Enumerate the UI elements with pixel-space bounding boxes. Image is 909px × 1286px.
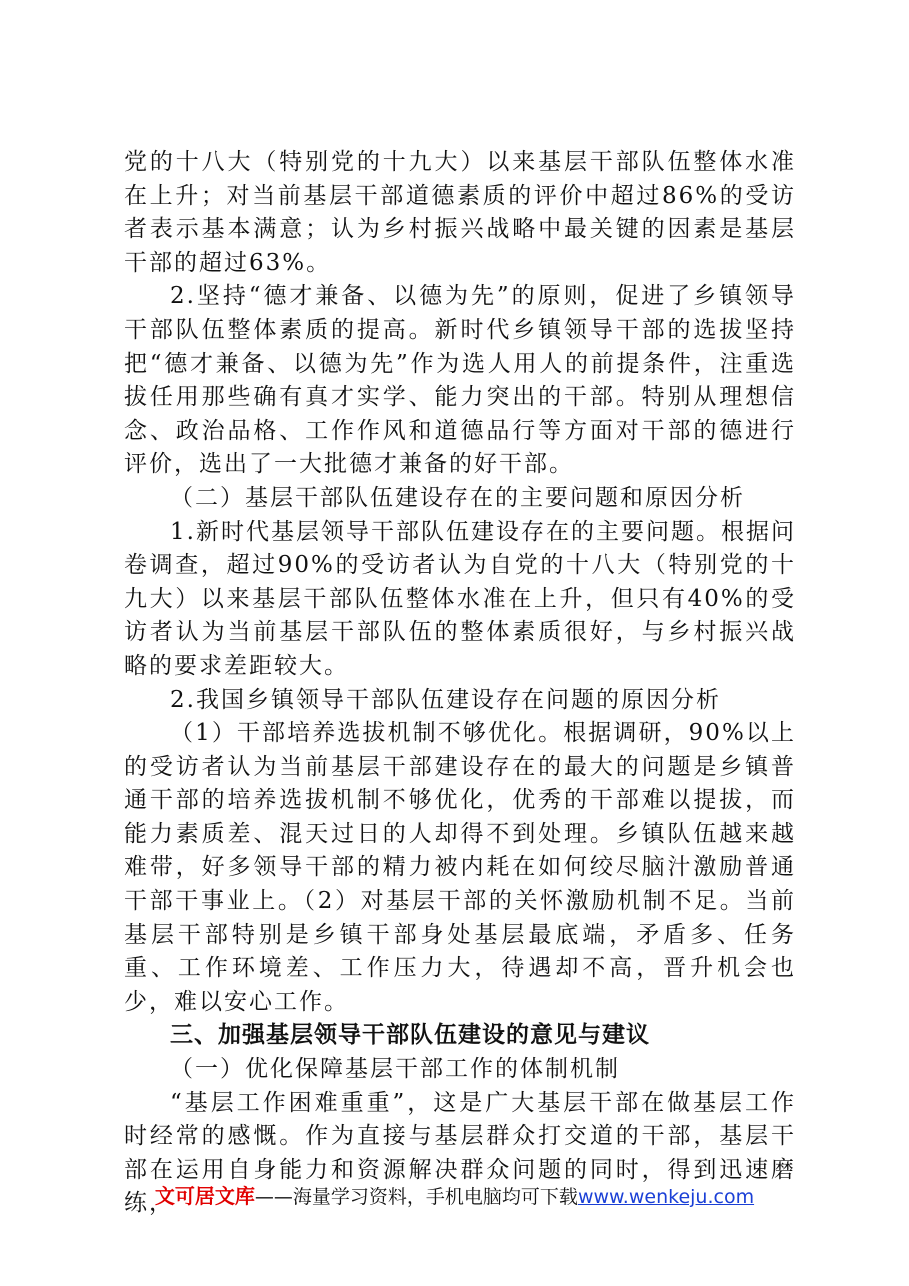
section-heading: （一）优化保障基层干部工作的体制机制: [170, 1056, 620, 1083]
paragraph: 2.坚持“德才兼备、以德为先”的原则，促进了乡镇领导干部队伍整体素质的提高。新时代乡镇领导干部的选拔坚持把“德才兼备、以德为先”作为选人用人的前提条件，注重选拔任用那些确有真才实学、能力突出的干部。特别从理想信念、政治品格、工作作风和道德品行等方面对干部的德进行评价，选出了一大批德才兼备的好干部。: [124, 283, 796, 478]
chapter-heading: 三、加强基层领导干部队伍建设的意见与建议: [170, 1022, 650, 1049]
footer-link[interactable]: www.wenkeju.com: [577, 1186, 755, 1208]
paragraph: “基层工作困难重重”，这是广大基层干部在做基层工作时经常的感慨。作为直接与基层群众打交道的干部，基层干部在运用自身能力和资源解决群众问题的同时，得到迅速磨练，: [124, 1089, 796, 1217]
paragraph: 2.我国乡镇领导干部队伍建设存在问题的原因分析: [170, 686, 721, 713]
document-body: [124, 146, 796, 1221]
paragraph: （1）干部培养选拔机制不够优化。根据调研，90%以上的受访者认为当前基层干部建设存在的最大的问题是乡镇普通干部的培养选拔机制不够优化，优秀的干部难以提拔，而能力素质差、混天过日的人却得不到处理。乡镇队伍越来越难带，好多领导干部的精力被内耗在如何绞尽脑汁激励普通干部干事业上。（2）对基层干部的关怀激励机制不足。当前基层干部特别是乡镇干部身处基层最底端，矛盾多、任务重、工作环境差、工作压力大，待遇却不高，晋升机会也少，难以安心工作。: [124, 720, 796, 1015]
page-footer: [0, 1180, 909, 1209]
paragraph: 1.新时代基层领导干部队伍建设存在的主要问题。根据问卷调查，超过90%的受访者认为自党的十八大（特别党的十九大）以来基层干部队伍整体水准在上升，但只有40%的受访者认为当前基层干部队伍的整体素质很好，与乡村振兴战略的要求差距较大。: [124, 518, 796, 679]
footer-tagline: ——海量学习资料，手机电脑均可下载: [254, 1186, 578, 1208]
footer-brand: 文可居文库: [154, 1184, 255, 1208]
paragraph: 党的十八大（特别党的十九大）以来基层干部队伍整体水准在上升；对当前基层干部道德素质的评价中超过86%的受访者表示基本满意；认为乡村振兴战略中最关键的因素是基层干部的超过63%。: [124, 149, 796, 276]
section-heading: （二）基层干部队伍建设存在的主要问题和原因分析: [170, 484, 745, 511]
